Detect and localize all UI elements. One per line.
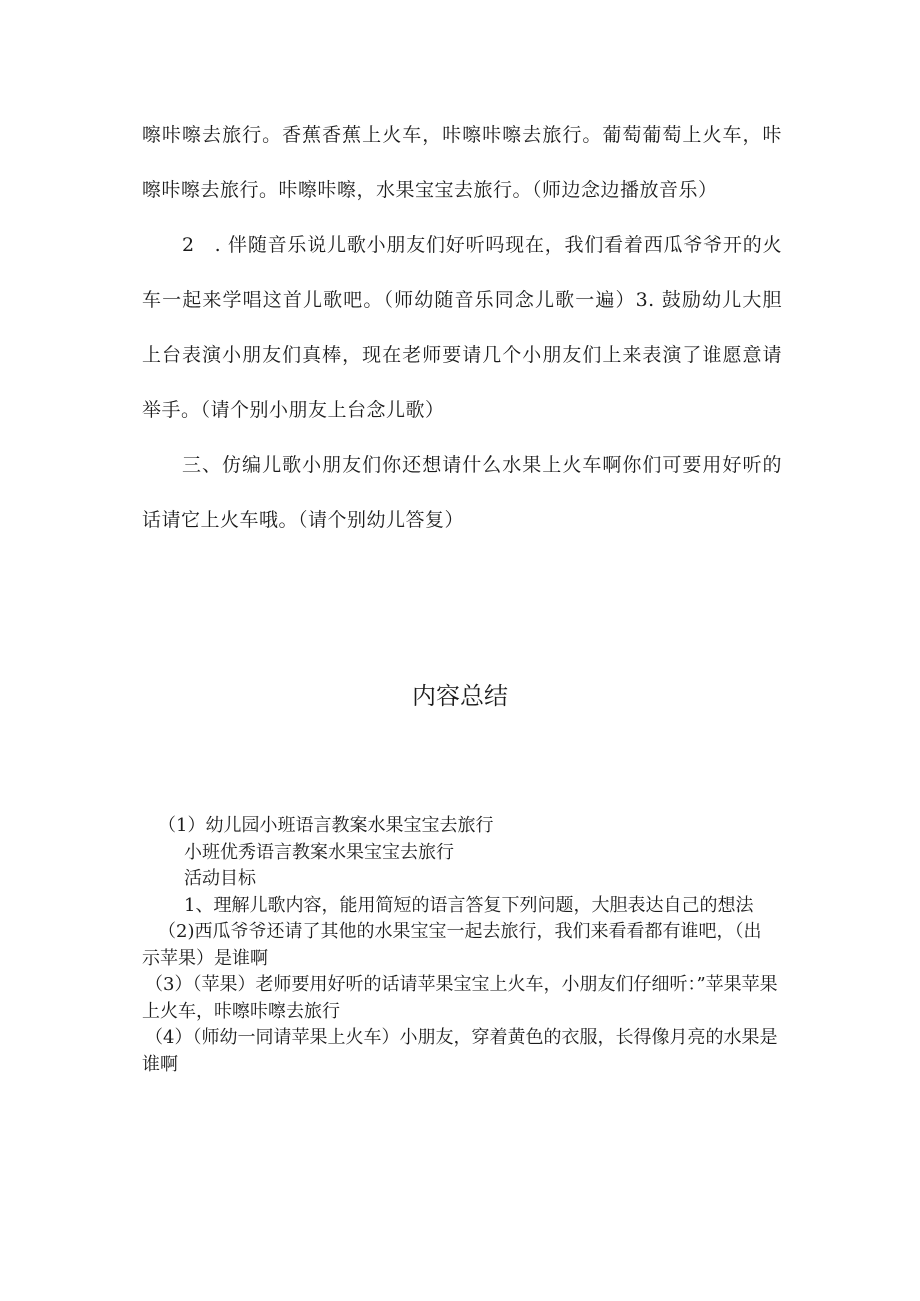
summary-line-5: （2)西瓜爷爷还请了其他的水果宝宝一起去旅行，我们来看看都有谁吧，（出示苹果）是谁啊 bbox=[142, 921, 762, 969]
paragraph-text: 2 . 伴随音乐说儿歌小朋友们好听吗现在，我们看着西瓜爷爷开的火车一起来学唱这首儿歌吧。（师幼随音乐同念儿歌一遍）3. 鼓励幼儿大胆上台表演小朋友们真棒，现在老师要请几个小朋友们上来表演了谁愿意请举手。（请个别小朋友上台念儿歌） bbox=[142, 234, 782, 421]
summary-line-3: 活动目标 bbox=[184, 868, 256, 889]
summary-line-7: （4）（师幼一同请苹果上火车）小朋友，穿着黄色的衣服，长得像月亮的水果是谁啊 bbox=[142, 1027, 778, 1075]
paragraph-text: 三、仿编儿歌小朋友们你还想请什么水果上火车啊你们可要用好听的话请它上火车哦。（请个别幼儿答复） bbox=[142, 454, 782, 531]
body-paragraph-3 bbox=[142, 438, 782, 548]
body-paragraph-2 bbox=[142, 218, 782, 438]
body-paragraph-1 bbox=[142, 108, 782, 218]
summary-line-2: 小班优秀语言教案水果宝宝去旅行 bbox=[184, 841, 454, 863]
summary-line-1: （1）幼儿园小班语言教案水果宝宝去旅行 bbox=[158, 815, 494, 836]
paragraph-text: 嚓咔嚓去旅行。香蕉香蕉上火车，咔嚓咔嚓去旅行。葡萄葡萄上火车，咔嚓咔嚓去旅行。咔嚓咔嚓，水果宝宝去旅行。（师边念边播放音乐） bbox=[142, 124, 782, 201]
section-title: 内容总结 bbox=[412, 682, 508, 710]
summary-line-4: 1、理解儿歌内容，能用简短的语言答复下列问题，大胆表达自己的想法 bbox=[184, 894, 754, 916]
summary-line-6: （3）（苹果）老师要用好听的话请苹果宝宝上火车，小朋友们仔细听：”苹果苹果上火车，咔嚓咔嚓去旅行 bbox=[142, 974, 778, 1022]
summary-block bbox=[142, 813, 778, 1078]
